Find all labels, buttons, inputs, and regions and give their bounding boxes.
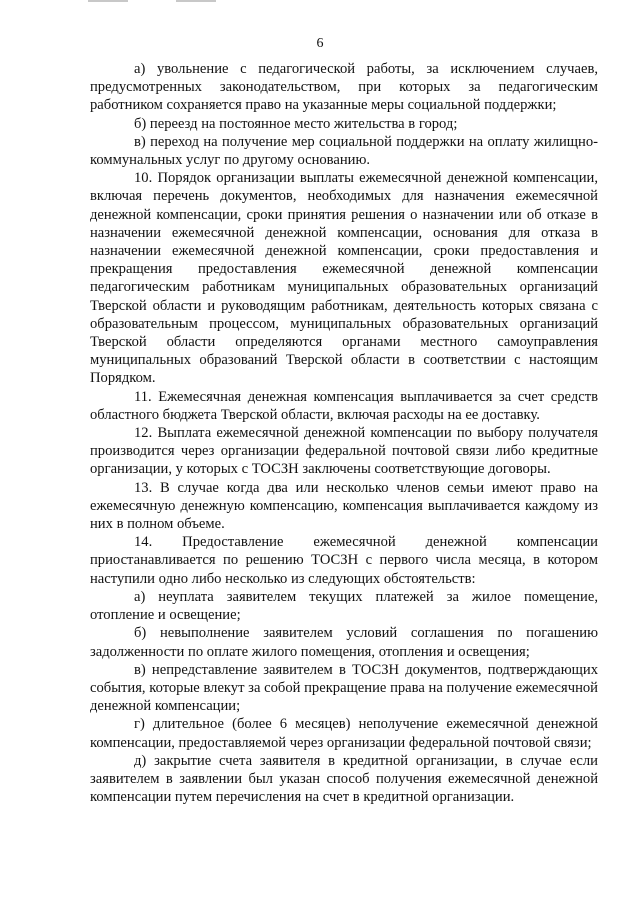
paragraph-13: 13. В случае когда два или несколько членов семьи имеют право на ежемесячную денежную компенсацию, компенсация выплачивается каждому из них в полном объеме. bbox=[90, 479, 598, 533]
paragraph-b-relocation: б) переезд на постоянное место жительства в город; bbox=[134, 115, 458, 132]
scan-edge-marks bbox=[0, 0, 640, 8]
paragraph-10: 10. Порядок организации выплаты ежемесячной денежной компенсации, включая перечень документов, необходимых для назначения ежемесячной денежной компенсации, сроки принятия решения о назначении или об отказе в назначении ежемесячной денежной компенсации, основания для отказа в назначении ежемесячной денежной компенсации, сроки предоставления и прекращения предоставления ежемесячной денежной компенсации педагогическим работникам муниципальных образовательных организаций Тверской области и руководящим работникам, деятельность которых связана с образовательным процессом, муниципальных образовательных организаций Тверской области определяются органами местного самоуправления муниципальных образований Тверской области в соответствии с настоящим Порядком. bbox=[90, 170, 598, 387]
paragraph-14-b: б) невыполнение заявителем условий соглашения по погашению задолженности по оплате жилого помещения, отопления и освещения; bbox=[90, 625, 598, 660]
paragraph-14-d: д) закрытие счета заявителя в кредитной организации, в случае если заявителем в заявлении был указан способ получения ежемесячной денежной компенсации путем перечисления на счет в кредитной организации. bbox=[90, 752, 598, 806]
document-body bbox=[90, 60, 598, 806]
paragraph-v-other-basis: в) переход на получение мер социальной поддержки на оплату жилищно-коммунальных услуг по другому основанию. bbox=[90, 133, 598, 169]
paragraph-12: 12. Выплата ежемесячной денежной компенсации по выбору получателя производится через организации федеральной почтовой связи либо кредитные организации, у которых с ТОСЗН заключены соответствующие договоры. bbox=[90, 425, 598, 478]
paragraph-11: 11. Ежемесячная денежная компенсация выплачивается за счет средств областного бюджета Тверской области, включая расходы на ее доставку. bbox=[90, 388, 598, 423]
scan-mark bbox=[88, 0, 128, 2]
scan-mark bbox=[176, 0, 216, 2]
paragraph-14-g: г) длительное (более 6 месяцев) неполучение ежемесячной денежной компенсации, предоставляемой через организации федеральной почтовой связи; bbox=[90, 716, 598, 751]
paragraph-a-dismissal: а) увольнение с педагогической работы, за исключением случаев, предусмотренных законодательством, при которых за педагогическим работником сохраняется право на указанные меры социальной поддержки; bbox=[90, 61, 598, 114]
paragraph-14-a: а) неуплата заявителем текущих платежей за жилое помещение, отопление и освещение; bbox=[90, 588, 598, 624]
paragraph-14-v: в) непредставление заявителем в ТОСЗН документов, подтверждающих события, которые влекут за собой прекращение права на получение ежемесячной денежной компенсации; bbox=[90, 661, 598, 715]
page-number: 6 bbox=[316, 36, 324, 51]
paragraph-14: 14. Предоставление ежемесячной денежной компенсации приостанавливается по решению ТОСЗН с первого числа месяца, в котором наступили одно либо несколько из следующих обстоятельств: bbox=[90, 534, 598, 587]
